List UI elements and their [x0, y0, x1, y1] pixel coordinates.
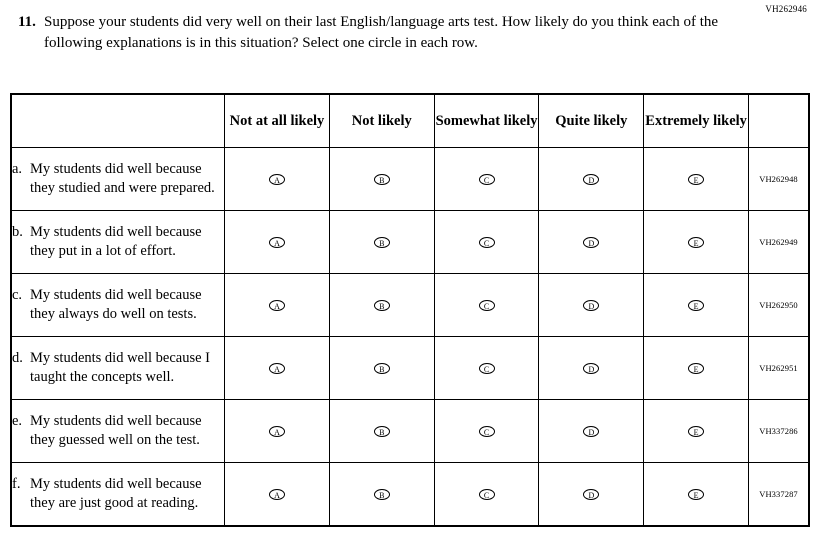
- radio-bubble[interactable]: E: [688, 426, 704, 437]
- radio-bubble[interactable]: C: [479, 300, 495, 311]
- option-d-row-f[interactable]: [539, 463, 644, 527]
- radio-bubble[interactable]: D: [583, 300, 599, 311]
- option-d-row-c[interactable]: [539, 274, 644, 337]
- item-id-row-d: VH262951: [749, 337, 810, 400]
- option-e-row-b[interactable]: [644, 211, 749, 274]
- radio-bubble[interactable]: E: [688, 363, 704, 374]
- header-not-likely: Not likely: [329, 94, 434, 148]
- option-c-row-c[interactable]: [434, 274, 539, 337]
- option-b-row-d[interactable]: [329, 337, 434, 400]
- radio-bubble[interactable]: D: [583, 426, 599, 437]
- radio-bubble[interactable]: D: [583, 237, 599, 248]
- option-a-row-e[interactable]: [225, 400, 330, 463]
- radio-bubble[interactable]: E: [688, 174, 704, 185]
- radio-bubble[interactable]: C: [479, 237, 495, 248]
- option-b-row-b[interactable]: [329, 211, 434, 274]
- row-stem-text-d: My students did well because I taught the concepts well.: [30, 350, 211, 385]
- option-c-row-d[interactable]: [434, 337, 539, 400]
- row-letter-c: c.: [12, 287, 23, 303]
- row-letter-d: d.: [12, 350, 23, 366]
- matrix-body: [11, 148, 809, 527]
- radio-bubble[interactable]: A: [269, 237, 285, 248]
- row-stem-c: [11, 274, 225, 337]
- table-row: [11, 211, 809, 274]
- row-stem-f: [11, 463, 225, 527]
- radio-bubble[interactable]: C: [479, 426, 495, 437]
- option-a-row-d[interactable]: [225, 337, 330, 400]
- item-id-row-a: VH262948: [749, 148, 810, 211]
- item-id-row-f: VH337287: [749, 463, 810, 527]
- header-row: [11, 94, 809, 148]
- item-id-row-e: VH337286: [749, 400, 810, 463]
- header-extremely-likely: Extremely likely: [644, 94, 749, 148]
- option-c-row-f[interactable]: [434, 463, 539, 527]
- table-row: [11, 400, 809, 463]
- radio-bubble[interactable]: A: [269, 489, 285, 500]
- matrix-header: [11, 94, 809, 148]
- header-stem-column: [11, 94, 225, 148]
- table-row: [11, 274, 809, 337]
- row-stem-text-e: My students did well because they guessed well on the test.: [30, 413, 202, 448]
- radio-bubble[interactable]: E: [688, 489, 704, 500]
- header-quite-likely: Quite likely: [539, 94, 644, 148]
- question-number: 11.: [18, 14, 36, 30]
- radio-bubble[interactable]: B: [374, 363, 390, 374]
- table-row: [11, 148, 809, 211]
- radio-bubble[interactable]: C: [479, 363, 495, 374]
- row-stem-a: [11, 148, 225, 211]
- option-c-row-b[interactable]: [434, 211, 539, 274]
- row-stem-d: [11, 337, 225, 400]
- table-row: [11, 463, 809, 527]
- option-c-row-e[interactable]: [434, 400, 539, 463]
- row-stem-text-b: My students did well because they put in a lot of effort.: [30, 224, 202, 259]
- row-stem-text-c: My students did well because they always do well on tests.: [30, 287, 202, 322]
- option-a-row-a[interactable]: [225, 148, 330, 211]
- radio-bubble[interactable]: B: [374, 300, 390, 311]
- table-row: [11, 337, 809, 400]
- row-stem-text-a: My students did well because they studied and were prepared.: [30, 161, 215, 196]
- option-e-row-a[interactable]: [644, 148, 749, 211]
- option-b-row-a[interactable]: [329, 148, 434, 211]
- option-b-row-e[interactable]: [329, 400, 434, 463]
- radio-bubble[interactable]: E: [688, 300, 704, 311]
- row-letter-e: e.: [12, 413, 23, 429]
- item-id-row-b: VH262949: [749, 211, 810, 274]
- radio-bubble[interactable]: A: [269, 363, 285, 374]
- option-d-row-b[interactable]: [539, 211, 644, 274]
- option-d-row-e[interactable]: [539, 400, 644, 463]
- option-e-row-f[interactable]: [644, 463, 749, 527]
- option-e-row-e[interactable]: [644, 400, 749, 463]
- radio-bubble[interactable]: A: [269, 426, 285, 437]
- response-matrix: [10, 93, 810, 527]
- row-stem-text-f: My students did well because they are just good at reading.: [30, 476, 202, 511]
- radio-bubble[interactable]: B: [374, 174, 390, 185]
- row-letter-b: b.: [12, 224, 23, 240]
- option-e-row-c[interactable]: [644, 274, 749, 337]
- row-stem-e: [11, 400, 225, 463]
- option-c-row-a[interactable]: [434, 148, 539, 211]
- option-a-row-c[interactable]: [225, 274, 330, 337]
- radio-bubble[interactable]: E: [688, 237, 704, 248]
- radio-bubble[interactable]: A: [269, 300, 285, 311]
- radio-bubble[interactable]: B: [374, 237, 390, 248]
- option-b-row-f[interactable]: [329, 463, 434, 527]
- radio-bubble[interactable]: C: [479, 174, 495, 185]
- option-e-row-d[interactable]: [644, 337, 749, 400]
- radio-bubble[interactable]: D: [583, 363, 599, 374]
- option-d-row-d[interactable]: [539, 337, 644, 400]
- option-d-row-a[interactable]: [539, 148, 644, 211]
- header-id-column: [749, 94, 810, 148]
- radio-bubble[interactable]: D: [583, 174, 599, 185]
- item-id-row-c: VH262950: [749, 274, 810, 337]
- row-stem-b: [11, 211, 225, 274]
- radio-bubble[interactable]: D: [583, 489, 599, 500]
- question-block: [14, 12, 754, 53]
- radio-bubble[interactable]: B: [374, 426, 390, 437]
- row-letter-f: f.: [12, 476, 21, 492]
- question-text: Suppose your students did very well on their last English/language arts test. How likely do you think each of the following explanations is in this situation? Select one circle in each row.: [44, 14, 719, 51]
- header-not-at-all-likely: Not at all likely: [225, 94, 330, 148]
- option-a-row-f[interactable]: [225, 463, 330, 527]
- radio-bubble[interactable]: B: [374, 489, 390, 500]
- radio-bubble[interactable]: C: [479, 489, 495, 500]
- header-somewhat-likely: Somewhat likely: [434, 94, 539, 148]
- row-letter-a: a.: [12, 161, 23, 177]
- page-identifier: VH262946: [765, 4, 807, 14]
- radio-bubble[interactable]: A: [269, 174, 285, 185]
- option-a-row-b[interactable]: [225, 211, 330, 274]
- option-b-row-c[interactable]: [329, 274, 434, 337]
